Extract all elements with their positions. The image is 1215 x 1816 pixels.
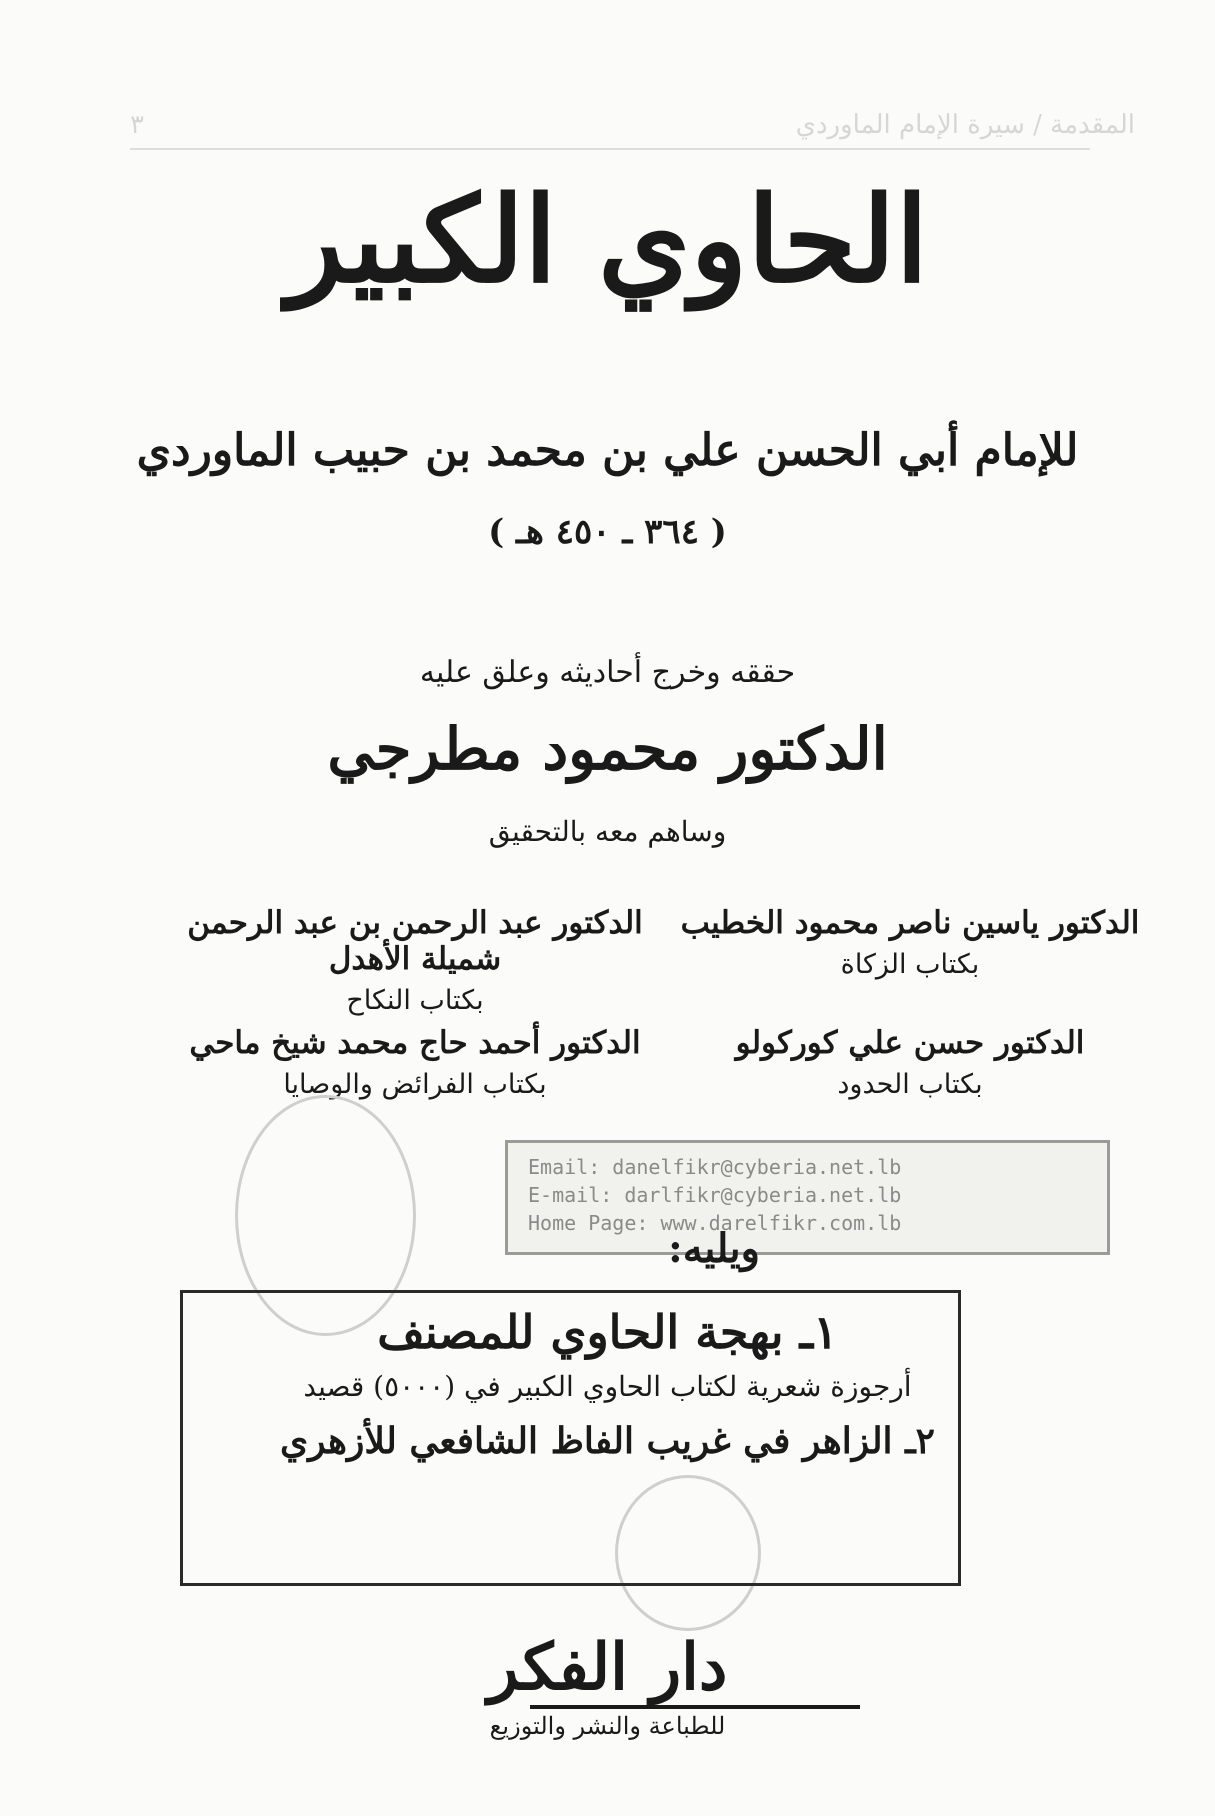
running-head: [796, 110, 1135, 140]
publisher-logo-rule: [530, 1705, 860, 1709]
contributor-name: الدكتور حسن علي كوركولو: [735, 1025, 1085, 1061]
followed-by-label: ويليه:: [668, 1225, 760, 1272]
publisher-tagline: للطباعة والنشر والتوزيع: [489, 1712, 726, 1740]
contact-line: E-mail: darlfikr@cyberia.net.lb: [528, 1183, 902, 1207]
contact-line: Email: danelfikr@cyberia.net.lb: [528, 1155, 902, 1179]
contributor-name: الدكتور ياسين ناصر محمود الخطيب: [680, 905, 1140, 941]
supplement-1-title: ١ـ بهجة الحاوي للمصنف: [377, 1305, 838, 1359]
contributor-4: [180, 1025, 650, 1100]
contact-stamp-box: [505, 1140, 1110, 1255]
contact-line: Home Page: www.darelfikr.com.lb: [528, 1211, 902, 1235]
publisher-logo: دار الفكر: [487, 1630, 728, 1705]
contributor-book: بكتاب الفرائض والوصايا: [283, 1069, 547, 1100]
contributor-name: الدكتور عبد الرحمن بن عبد الرحمن شميلة الأهدل: [187, 905, 643, 977]
supplement-2-title: ٢ـ الزاهر في غريب الفاظ الشافعي للأزهري: [280, 1420, 935, 1462]
contributor-2: [180, 905, 650, 1016]
book-title: الحاوي الكبير: [286, 170, 929, 309]
assisted-line: وساهم معه بالتحقيق: [488, 815, 727, 848]
contributor-book: بكتاب الحدود: [837, 1069, 983, 1100]
author-line: للإمام أبي الحسن علي بن محمد بن حبيب الماوردي: [136, 425, 1079, 476]
page-number: ٣: [130, 110, 144, 140]
author-dates: ( ٣٦٤ ـ ٤٥٠ هـ ): [488, 512, 727, 552]
edited-by-line: حققه وخرج أحاديثه وعلق عليه: [419, 655, 796, 690]
header-rule: [130, 148, 1090, 150]
supplement-1-description: أرجوزة شعرية لكتاب الحاوي الكبير في (٥٠٠٠) قصيد: [303, 1370, 912, 1403]
running-head-text: المقدمة / سيرة الإمام الماوردي: [795, 110, 1135, 140]
editor-name: الدكتور محمود مطرجي: [327, 715, 888, 783]
contributor-name: الدكتور أحمد حاج محمد شيخ ماحي: [189, 1025, 641, 1061]
contributor-book: بكتاب الزكاة: [840, 949, 980, 980]
contributor-book: بكتاب النكاح: [346, 985, 484, 1016]
contributor-1: [675, 905, 1145, 980]
contributor-3: [675, 1025, 1145, 1100]
